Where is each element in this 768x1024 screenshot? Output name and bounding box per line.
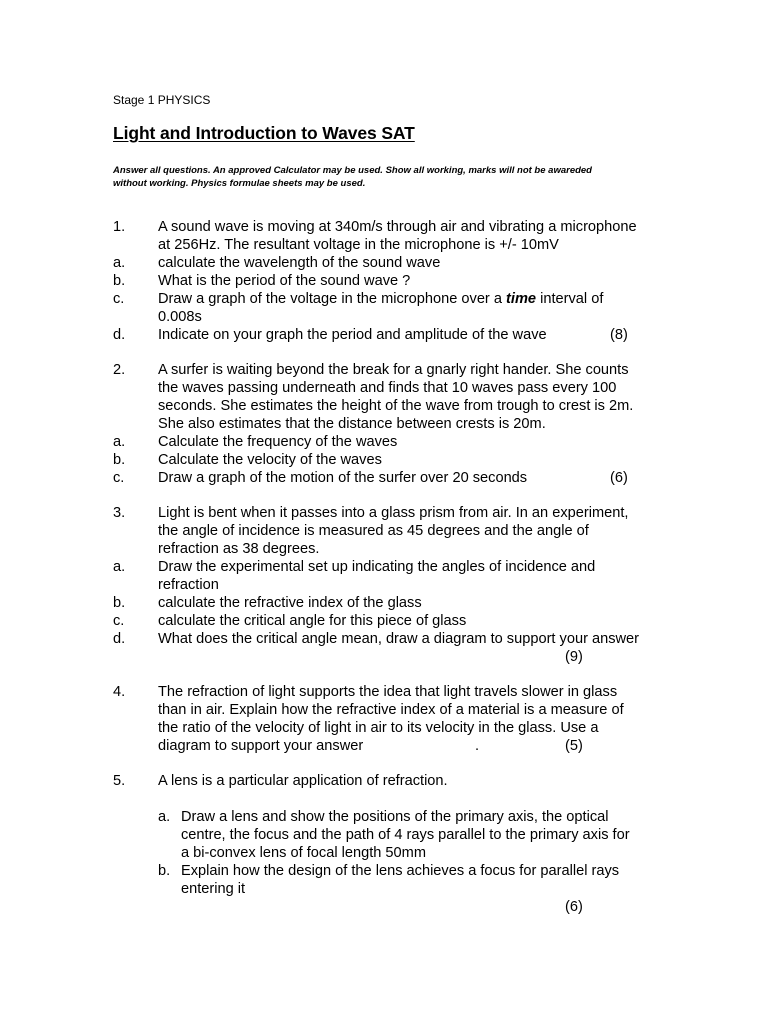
question-text: diagram to support your answer: [158, 738, 364, 754]
question-text: the ratio of the velocity of light in air to its velocity in the glass. Use a: [158, 720, 599, 736]
part-label: a.: [113, 434, 126, 450]
question-number: 2.: [113, 362, 126, 378]
stray-dot: .: [475, 738, 480, 754]
question-5: [0, 772, 768, 916]
instructions: [113, 165, 633, 190]
question-1: [0, 218, 768, 344]
emphasis-time: time: [506, 291, 537, 307]
part-text: What is the period of the sound wave ?: [158, 273, 411, 289]
part-text: Calculate the frequency of the waves: [158, 434, 398, 450]
question-text: She also estimates that the distance between crests is 20m.: [158, 416, 546, 432]
part-label: a.: [113, 255, 126, 271]
part-label: b.: [113, 273, 126, 289]
page-title: Light and Introduction to Waves SAT: [113, 123, 415, 143]
marks: (6): [565, 899, 583, 915]
question-text: A surfer is waiting beyond the break for a gnarly right hander. She counts: [158, 362, 629, 378]
question-number: 3.: [113, 505, 126, 521]
part-text: Calculate the velocity of the waves: [158, 452, 382, 468]
question-text: refraction as 38 degrees.: [158, 541, 320, 557]
question-text: seconds. She estimates the height of the wave from trough to crest is 2m.: [158, 398, 634, 414]
part-text: a bi-convex lens of focal length 50mm: [181, 845, 426, 861]
part-label: b.: [113, 595, 126, 611]
marks: (6): [610, 470, 628, 486]
question-text: the angle of incidence is measured as 45 degrees and the angle of: [158, 523, 589, 539]
part-text: calculate the refractive index of the glass: [158, 595, 422, 611]
instructions-line: without working. Physics formulae sheets may be used.: [113, 177, 366, 189]
question-3: [0, 504, 768, 666]
question-text: The refraction of light supports the idea that light travels slower in glass: [158, 684, 618, 700]
part-text: calculate the critical angle for this piece of glass: [158, 613, 467, 629]
part-label: c.: [113, 291, 125, 307]
part-text: Indicate on your graph the period and amplitude of the wave: [158, 327, 547, 343]
question-number: 5.: [113, 773, 126, 789]
part-text: Draw the experimental set up indicating the angles of incidence and: [158, 559, 596, 575]
part-label: b.: [113, 452, 126, 468]
question-text: A sound wave is moving at 340m/s through air and vibrating a microphone: [158, 219, 637, 235]
part-text: [158, 290, 603, 308]
part-label: c.: [113, 613, 125, 629]
part-text: refraction: [158, 577, 219, 593]
question-text: A lens is a particular application of refraction.: [158, 773, 448, 789]
part-text: entering it: [181, 881, 246, 897]
instructions-line: Answer all questions. An approved Calculator may be used. Show all working, marks will not be awareded: [113, 165, 592, 176]
question-text: Light is bent when it passes into a glass prism from air. In an experiment,: [158, 505, 629, 521]
part-text: calculate the wavelength of the sound wave: [158, 255, 441, 271]
question-2: [0, 361, 768, 487]
marks: (9): [565, 649, 583, 665]
question-text: the waves passing underneath and finds that 10 waves pass every 100: [158, 380, 617, 396]
part-text-end: interval of: [536, 291, 604, 307]
part-text: What does the critical angle mean, draw a diagram to support your answer: [158, 631, 640, 647]
part-text-start: Draw a graph of the voltage in the microphone over a: [158, 291, 507, 307]
question-number: 4.: [113, 684, 126, 700]
part-text: 0.008s: [158, 309, 202, 325]
part-text: Draw a lens and show the positions of the primary axis, the optical: [181, 809, 609, 825]
marks: (5): [565, 738, 583, 754]
part-label: d.: [113, 631, 126, 647]
part-text: Explain how the design of the lens achieves a focus for parallel rays: [181, 863, 620, 879]
question-4: [0, 683, 768, 755]
part-label: b.: [158, 863, 171, 879]
question-text: at 256Hz. The resultant voltage in the microphone is +/- 10mV: [158, 237, 559, 253]
part-label: a.: [113, 559, 126, 575]
question-text: than in air. Explain how the refractive index of a material is a measure of: [158, 702, 624, 718]
question-number: 1.: [113, 219, 126, 235]
part-label: c.: [113, 470, 125, 486]
part-text: centre, the focus and the path of 4 rays parallel to the primary axis for: [181, 827, 630, 843]
part-label: d.: [113, 327, 126, 343]
course-header: Stage 1 PHYSICS: [113, 93, 211, 107]
marks: (8): [610, 327, 628, 343]
part-text: Draw a graph of the motion of the surfer over 20 seconds: [158, 470, 528, 486]
part-label: a.: [158, 809, 171, 825]
